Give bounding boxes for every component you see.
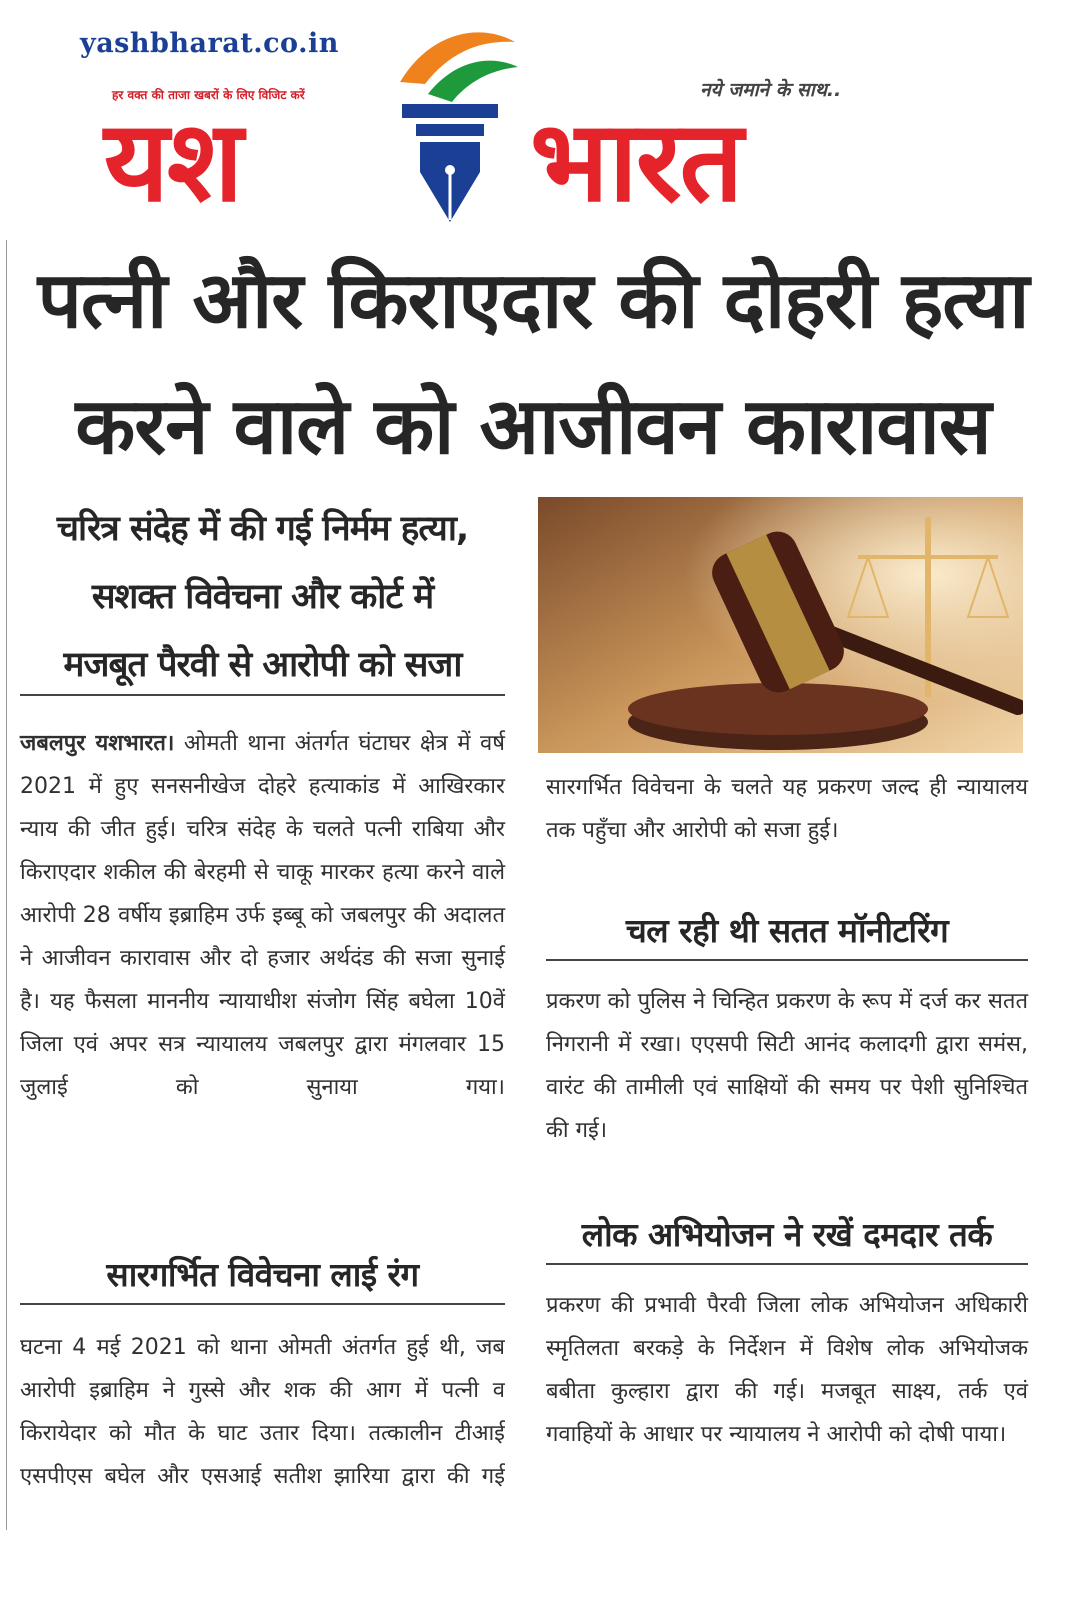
- subhead-3-underline: [546, 1263, 1028, 1265]
- masthead-name-part2: भारत: [530, 97, 742, 227]
- site-tagline: हर वक्त की ताजा खबरों के लिए विजिट करें: [112, 88, 305, 102]
- subhead-3: लोक अभियोजन ने रखें दमदार तर्क: [581, 1215, 993, 1254]
- paragraph-2-continued: सारगर्भित विवेचना के चलते यह प्रकरण जल्द ही न्यायालय तक पहुँचा और आरोपी को सजा हुई।: [546, 775, 1028, 843]
- paragraph-3: प्रकरण को पुलिस ने चिन्हित प्रकरण के रूप में दर्ज कर सतत निगरानी में रखा। एएसपी सिटी आनंद कलादगी द्वारा समंस, वारंट की तामीली एवं साक्षियों की समय पर पेशी सुनिश्चित की गई।: [546, 989, 1028, 1143]
- subhead-2-underline: [546, 959, 1028, 961]
- site-url: yashbharat.co.in: [80, 28, 339, 59]
- left-column-rule: [6, 240, 7, 1530]
- gavel-icon: [538, 497, 1023, 753]
- deck-line2: सशक्त विवेचना और कोर्ट में: [91, 577, 434, 617]
- deck-underline: [20, 694, 505, 696]
- subhead-1-underline: [20, 1303, 505, 1305]
- deck-line3: मजबूत पैरवी से आरोपी को सजा: [63, 645, 462, 685]
- subhead-1: सारगर्भित विवेचना लाई रंग: [106, 1255, 419, 1294]
- paragraph-2: घटना 4 मई 2021 को थाना ओमती अंतर्गत हुई थी, जब आरोपी इब्राहिम ने गुस्से और शक की आग में पत्नी व किरायेदार को मौत के घाट उतार दिया। तत्कालीन टीआई एसपीएस बघेल और एसआई सतीश झारिया द्वारा की गई: [20, 1335, 505, 1489]
- masthead-name-part1: यश: [104, 97, 242, 227]
- paragraph-4: प्रकरण की प्रभावी पैरवी जिला लोक अभियोजन अधिकारी स्मृतिलता बरकड़े के निर्देशन में विशेष लोक अभियोजक बबीता कुल्हारा द्वारा की गई। मजबूत साक्ष्य, तर्क एवं गवाहियों के आधार पर न्यायालय ने आरोपी को दोषी पाया।: [546, 1293, 1028, 1447]
- masthead-slogan: नये जमाने के साथ..: [700, 79, 842, 101]
- dateline: जबलपुर यशभारत।: [20, 731, 175, 756]
- headline-line1: पत्नी और किराएदार की दोहरी हत्या: [37, 256, 1029, 346]
- paragraph-1-text: ओमती थाना अंतर्गत घंटाघर क्षेत्र में वर्ष 2021 में हुए सनसनीखेज दोहरे हत्याकांड में आखिरकार न्याय की जीत हुई। चरित्र संदेह के चलते पत्नी राबिया और किराएदार शकील की बेरहमी से चाकू मारकर हत्या करने वाले आरोपी 28 वर्षीय इब्राहिम उर्फ इब्बू को जबलपुर की अदालत ने आजीवन कारावास और दो हजार अर्थदंड की सजा सुनाई है। यह फैसला माननीय न्यायाधीश संजोग सिंह बघेला 10वें जिला एवं अपर सत्र न्यायालय जबलपुर द्वारा मंगलवार 15 जुलाई को सुनाया गया।: [20, 731, 506, 1100]
- deck-line1: चरित्र संदेह में की गई निर्मम हत्या,: [56, 509, 469, 549]
- gavel-photo: [538, 497, 1023, 753]
- headline-line2: करने वाले को आजीवन कारावास: [75, 382, 991, 472]
- pen-nib-logo-icon: [380, 22, 520, 232]
- paragraph-1: [20, 722, 505, 1109]
- subhead-2: चल रही थी सतत मॉनीटरिंग: [625, 911, 949, 950]
